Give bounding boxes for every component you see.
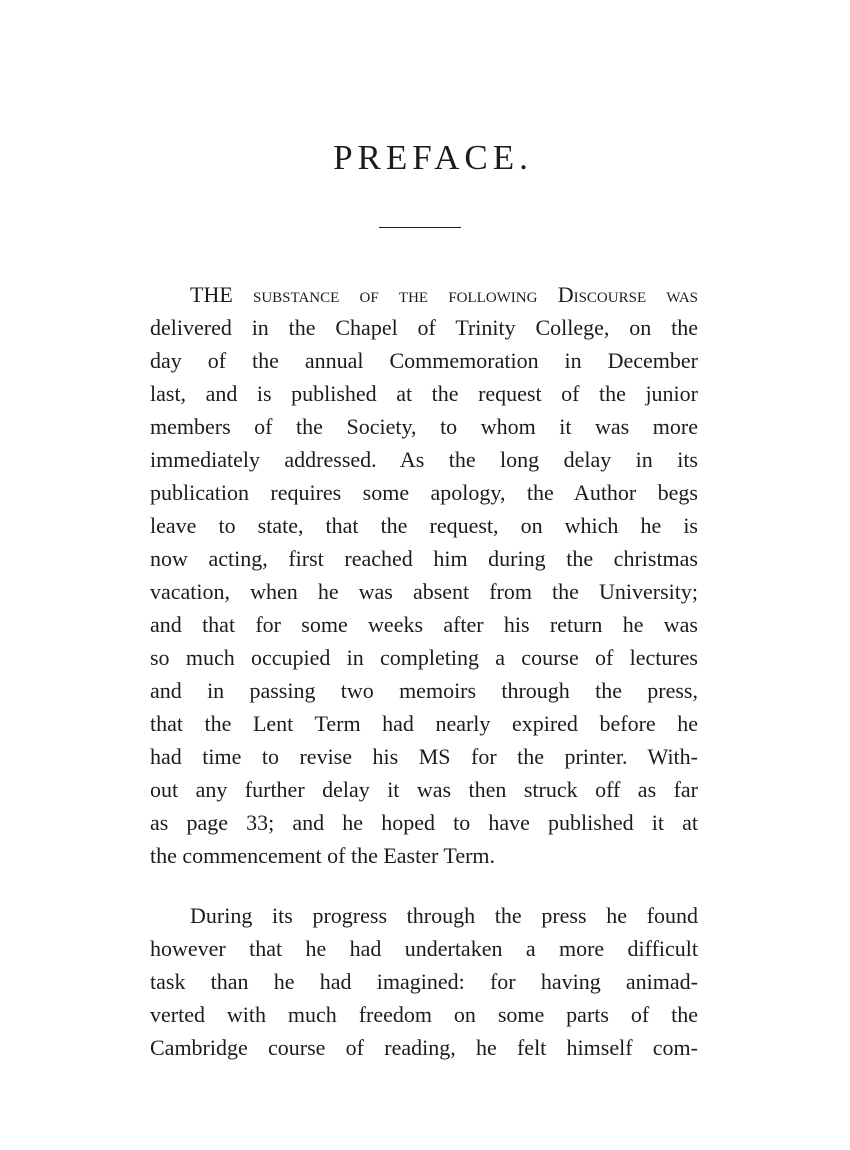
text-line: members of the Society, to whom it was more bbox=[150, 414, 698, 439]
text-line: had time to revise his MS for the printer. With- bbox=[150, 744, 698, 769]
text-line: During its progress through the press he found bbox=[190, 903, 698, 928]
text-line: now acting, first reached him during the christmas bbox=[150, 546, 698, 571]
text-line: and in passing two memoirs through the press, bbox=[150, 678, 698, 703]
text-line: delivered in the Chapel of Trinity College, on the bbox=[150, 315, 698, 340]
text-line: as page 33; and he hoped to have published it at bbox=[150, 810, 698, 835]
preface-paragraph-1 bbox=[150, 278, 698, 872]
text-line: and that for some weeks after his return he was bbox=[150, 612, 698, 637]
text-line: task than he had imagined: for having animad- bbox=[150, 969, 698, 994]
page-title: PREFACE. bbox=[333, 138, 533, 177]
text-line: vacation, when he was absent from the University; bbox=[150, 579, 698, 604]
text-line: verted with much freedom on some parts of the bbox=[150, 1002, 698, 1027]
preface-paragraph-2 bbox=[150, 899, 698, 1064]
text-line: the commencement of the Easter Term. bbox=[150, 843, 496, 868]
text-line: that the Lent Term had nearly expired before he bbox=[150, 711, 698, 736]
text-line: publication requires some apology, the Author begs bbox=[150, 480, 698, 505]
text-line: out any further delay it was then struck off as far bbox=[150, 777, 698, 802]
text-line: however that he had undertaken a more difficult bbox=[150, 936, 698, 961]
text-line: THE substance of the following Discourse was bbox=[190, 282, 698, 307]
text-line: so much occupied in completing a course of lectures bbox=[150, 645, 698, 670]
text-line: Cambridge course of reading, he felt himself com- bbox=[150, 1035, 698, 1060]
title-rule bbox=[379, 227, 461, 228]
text-line: last, and is published at the request of the junior bbox=[150, 381, 698, 406]
text-line: day of the annual Commemoration in December bbox=[150, 348, 698, 373]
text-line: leave to state, that the request, on which he is bbox=[150, 513, 698, 538]
text-line: immediately addressed. As the long delay in its bbox=[150, 447, 698, 472]
